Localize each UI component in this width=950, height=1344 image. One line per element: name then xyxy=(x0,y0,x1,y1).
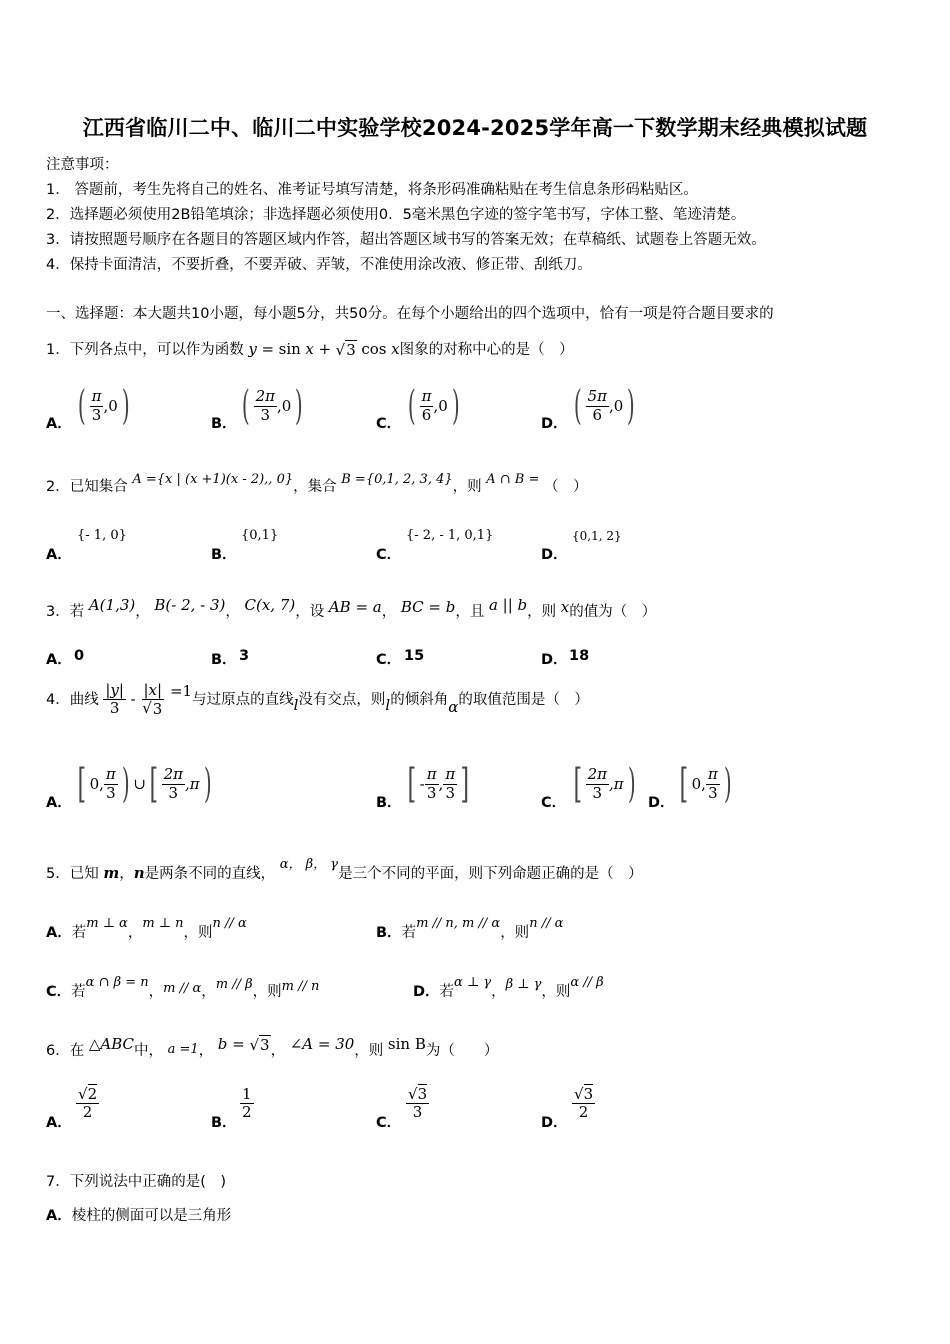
option-text: 棱柱的侧面可以是三角形 xyxy=(71,1208,232,1224)
option-d: $\frac{√3}{2}$ xyxy=(574,1085,594,1122)
option-tail: ,π xyxy=(184,775,200,793)
notice-item-1: 1． 答题前，考生先将自己的姓名、准考证号填写清楚，将条形码准确粘贴在考生信息条形码粘贴区。 xyxy=(46,182,698,198)
set-b: B ={0,1, 2, 3, 4} xyxy=(341,472,453,487)
question-number: 7． xyxy=(46,1174,70,1190)
option-tail: ,0 xyxy=(103,397,118,415)
page-title: 江西省临川二中、临川二中实验学校2024-2025学年高一下数学期末经典模拟试题 xyxy=(82,116,868,140)
math-x: x xyxy=(560,598,570,616)
stem-text: ，则 xyxy=(354,1043,384,1059)
stem-text: 下列说法中正确的是( ) xyxy=(69,1174,227,1190)
parallel: a || b xyxy=(488,596,528,614)
option-label: D． xyxy=(541,1115,568,1131)
denominator: 2 xyxy=(82,1103,93,1122)
stem-text: ，设 xyxy=(295,604,325,620)
question-2-stem xyxy=(46,472,588,496)
option-b: ( $\frac{2\pi}{3}$ ,0 ) xyxy=(241,383,304,429)
triangle: △ABC xyxy=(88,1035,134,1053)
question-number: 3． xyxy=(46,604,70,620)
planes: α， β， γ xyxy=(279,857,339,872)
option-c: $\frac{√3}{3}$ xyxy=(408,1085,428,1122)
option-a xyxy=(46,1204,231,1225)
stem-text: 为（ ） xyxy=(425,1043,499,1059)
option-label: D． xyxy=(413,984,440,1000)
option-label: D． xyxy=(541,547,568,563)
option-d: D．若α ⊥ γ，β ⊥ γ，则α // β xyxy=(413,975,604,1000)
numerator: π xyxy=(707,765,718,784)
option-text: ，则 xyxy=(541,984,571,1000)
option-label: C． xyxy=(376,652,402,668)
conclusion: n // α xyxy=(212,916,247,931)
vector-bc: BC = b xyxy=(400,598,456,616)
option-label: B． xyxy=(211,547,237,563)
option-b xyxy=(376,916,564,942)
math-minus: - xyxy=(130,689,136,708)
option-label: D． xyxy=(648,795,675,811)
separator: ， xyxy=(119,866,134,882)
notice-item-4: 4．保持卡面清洁，不要折叠，不要弄破、弄皱，不准使用涂改液、修正带、刮纸刀。 xyxy=(46,257,592,273)
option-a: A．若m ⊥ α，m ⊥ n，则n // α xyxy=(46,916,247,941)
numerator: |x| xyxy=(143,681,163,699)
condition: m // n, m // α xyxy=(416,916,501,931)
option-c: [ $\frac{2\pi}{3}$ ,π ) xyxy=(573,761,636,807)
notice-item-3: 3．请按照题号顺序在各题目的答题区域内作答，超出答题区域书写的答案无效；在草稿纸、试题卷上答题无效。 xyxy=(46,232,766,248)
option-label: A． xyxy=(46,1208,72,1224)
conclusion: n // α xyxy=(529,916,564,931)
stem-text: 中， xyxy=(134,1043,163,1059)
option-text: ，则 xyxy=(500,925,530,941)
option-text: 0, xyxy=(691,775,706,793)
condition: m ⊥ n xyxy=(142,916,184,931)
stem-text: ，则 xyxy=(452,479,482,495)
math-eq: = xyxy=(261,340,275,358)
condition: β ⊥ γ xyxy=(505,977,542,992)
radicand: 3 xyxy=(346,341,356,359)
option-label: A． xyxy=(46,547,72,563)
option-label: A． xyxy=(46,1115,72,1131)
option-label: C． xyxy=(46,984,72,1000)
notice-heading: 注意事项： xyxy=(46,157,119,173)
option-label: B． xyxy=(211,652,237,668)
sin-b: sin B xyxy=(387,1035,426,1053)
option-label: C． xyxy=(376,547,402,563)
notice-item-2: 2．选择题必须使用2B铅笔填涂；非选择题必须使用0．5毫米黑色字迹的签字笔书写，字体工整、笔迹清楚。 xyxy=(46,207,746,223)
option-label: A． xyxy=(46,416,72,432)
math-n: n xyxy=(133,864,145,882)
option-tail: ,0 xyxy=(433,397,448,415)
option-a: {- 1, 0} xyxy=(77,528,127,543)
denominator: 3 xyxy=(91,405,102,424)
side-a: a =1 xyxy=(167,1042,199,1057)
option-b: {0,1} xyxy=(241,528,279,543)
stem-text: 曲线 xyxy=(69,691,99,708)
option-text: ，则 xyxy=(252,984,282,1000)
denominator: 6 xyxy=(592,405,603,424)
section-heading: 一、选择题：本大题共10小题，每小题5分，共50分。在每个小题给出的四个选项中，恰有一项是符合题目要求的 xyxy=(46,306,774,322)
option-label: A． xyxy=(46,795,72,811)
angle-a: ∠A = 30 xyxy=(289,1035,355,1053)
option-tail: ,0 xyxy=(277,397,292,415)
denominator: 3 xyxy=(412,1103,423,1122)
option-text: 若 xyxy=(71,984,86,1000)
option-b: [ - $\frac{\pi}{3}$ , $\frac{\pi}{3}$ ] xyxy=(407,761,470,807)
math-eq: =1 xyxy=(169,681,193,700)
option-label: B． xyxy=(376,795,402,811)
conclusion: α // β xyxy=(570,975,604,990)
point-a: A(1,3) xyxy=(88,596,136,614)
numerator: π xyxy=(421,387,432,406)
stem-text: 已知集合 xyxy=(69,479,128,495)
option-tail: ,π xyxy=(609,775,624,793)
point-c: C(x, 7) xyxy=(244,596,296,614)
condition: m ⊥ α xyxy=(86,916,128,931)
stem-text: 的取值范围是（ ） xyxy=(458,691,589,708)
stem-text: 图象的对称中心的是（ ） xyxy=(399,342,574,358)
denominator: 3 xyxy=(426,783,437,802)
option-label: C． xyxy=(376,416,402,432)
math-sin: sin xyxy=(278,340,301,358)
numerator: π xyxy=(91,387,102,406)
denominator: 3 xyxy=(168,783,179,802)
stem-text: 若 xyxy=(69,604,85,620)
radicand: 3 xyxy=(260,1036,270,1054)
separator: ， xyxy=(381,604,397,620)
intersection: A ∩ B = xyxy=(486,472,540,487)
option-label: C． xyxy=(376,1115,402,1131)
option-text: 0, xyxy=(89,775,104,793)
comma: , xyxy=(438,775,444,793)
numerator: π xyxy=(426,765,437,784)
union: ∪ xyxy=(133,775,146,793)
question-7-stem xyxy=(46,1170,226,1191)
sqrt: √3 xyxy=(335,341,356,359)
radicand: 2 xyxy=(87,1085,98,1103)
option-a: ( $\frac{\pi}{3}$ ,0 ) xyxy=(77,383,130,429)
math-y: y xyxy=(248,340,257,358)
denominator: 6 xyxy=(421,405,432,424)
option-label: A． xyxy=(46,925,72,941)
option-label: B． xyxy=(211,1115,237,1131)
question-number: 5． xyxy=(46,866,70,882)
denominator: 3 xyxy=(109,699,120,718)
numerator: 2π xyxy=(255,387,276,406)
question-4-stem: 4．曲线 $\frac{|y|}{3}$ - $\frac{|x|}{√3}$ =1与过原点的直线l没有交点，则l的倾斜角α的取值范围是（ ） xyxy=(46,681,589,718)
denominator: 3 xyxy=(106,783,116,802)
numerator: 2π xyxy=(587,765,608,784)
option-b xyxy=(240,1086,254,1122)
vector-ab: AB = a xyxy=(328,598,382,616)
condition: m // β xyxy=(215,977,253,992)
denominator: 3 xyxy=(592,783,603,802)
stem-text: 已知 xyxy=(69,866,99,882)
option-a: 0 xyxy=(74,648,85,664)
condition: α ∩ β = n xyxy=(85,975,149,990)
math-minus: - xyxy=(419,775,425,793)
question-6-stem: 6．在 △ABC中， a =1， b = √3， ∠A = 30，则 sin B为（ ） xyxy=(46,1035,499,1059)
numerator: 1 xyxy=(242,1085,252,1103)
question-5-stem xyxy=(46,857,643,883)
option-text: 若 xyxy=(439,984,455,1000)
stem-text: 下列各点中，可以作为函数 xyxy=(69,342,244,358)
stem-text: 没有交点，则 xyxy=(298,691,386,708)
stem-text: 与过原点的直线 xyxy=(192,691,294,708)
math-l: l xyxy=(385,695,391,714)
option-a: [ 0, $\frac{\pi}{3}$ ) ∪ [ $\frac{2\pi}{3}$ ,π ) xyxy=(77,761,212,807)
math-m: m xyxy=(103,864,120,882)
question-number: 6． xyxy=(46,1043,70,1059)
condition: α ⊥ γ xyxy=(454,975,492,990)
option-d: 18 xyxy=(569,648,590,664)
option-d: [ 0, $\frac{\pi}{3}$ ) xyxy=(679,761,732,807)
numerator: |y| xyxy=(105,681,124,700)
math-x: x xyxy=(391,340,400,358)
math-l: l xyxy=(293,695,299,714)
stem-text: ，则 xyxy=(527,604,557,620)
radicand: 3 xyxy=(417,1085,428,1103)
conclusion: m // n xyxy=(281,979,320,994)
option-d: {0,1, 2} xyxy=(572,529,622,543)
numerator: 5π xyxy=(587,387,608,406)
stem-text: 是三个不同的平面，则下列命题正确的是（ ） xyxy=(338,866,643,882)
option-text: 若 xyxy=(401,925,417,941)
set-a: A ={x | (x +1)(x - 2),, 0} xyxy=(132,472,294,487)
radicand: 3 xyxy=(152,699,163,718)
denominator: 2 xyxy=(578,1103,589,1122)
option-label: B． xyxy=(376,925,402,941)
option-c: {- 2, - 1, 0,1} xyxy=(406,528,494,543)
stem-text: 是两条不同的直线， xyxy=(144,866,276,882)
sqrt: √3 xyxy=(249,1036,270,1054)
radicand: 3 xyxy=(583,1085,594,1103)
denominator: 3 xyxy=(445,783,456,802)
option-a: $\frac{√2}{2}$ xyxy=(78,1085,98,1122)
side-b: b = xyxy=(217,1035,250,1053)
math-cos: cos xyxy=(361,340,387,358)
option-label: B． xyxy=(211,416,237,432)
numerator: π xyxy=(105,765,116,784)
question-number: 4． xyxy=(46,691,70,708)
option-tail: ,0 xyxy=(609,397,624,415)
separator: ， xyxy=(225,604,240,620)
option-b: 3 xyxy=(239,648,250,664)
point-b: B(- 2, - 3) xyxy=(154,596,226,614)
math-alpha: α xyxy=(448,697,459,716)
stem-text: （ ） xyxy=(543,479,588,495)
option-text: ，则 xyxy=(183,925,213,941)
option-c: 15 xyxy=(404,648,425,664)
denominator: 3 xyxy=(708,783,718,802)
question-1-stem xyxy=(46,338,574,359)
option-label: C． xyxy=(541,795,567,811)
stem-text: 的倾斜角 xyxy=(390,691,449,708)
option-c: ( $\frac{\pi}{6}$ ,0 ) xyxy=(407,383,460,429)
denominator: 3 xyxy=(260,405,271,424)
separator: ， xyxy=(135,604,150,620)
option-label: A． xyxy=(46,652,72,668)
numerator: 2π xyxy=(163,765,183,784)
question-number: 1． xyxy=(46,342,70,358)
denominator: 2 xyxy=(242,1103,252,1122)
numerator: π xyxy=(445,765,456,784)
math-plus: + xyxy=(318,340,332,358)
stem-text: 的值为（ ） xyxy=(569,604,657,620)
option-d: ( $\frac{5\pi}{6}$ ,0 ) xyxy=(573,383,636,429)
option-c: C．若α ∩ β = n，m // α，m // β，则m // n xyxy=(46,975,320,1000)
stem-text: ，集合 xyxy=(293,479,337,495)
math-x: x xyxy=(305,340,314,358)
question-3-stem xyxy=(46,596,657,621)
option-label: D． xyxy=(541,652,568,668)
stem-text: ，且 xyxy=(455,604,485,620)
stem-text: 在 xyxy=(69,1043,85,1059)
option-text: 若 xyxy=(71,925,87,941)
condition: m // α xyxy=(163,981,202,996)
question-number: 2． xyxy=(46,479,70,495)
option-label: D． xyxy=(541,416,568,432)
